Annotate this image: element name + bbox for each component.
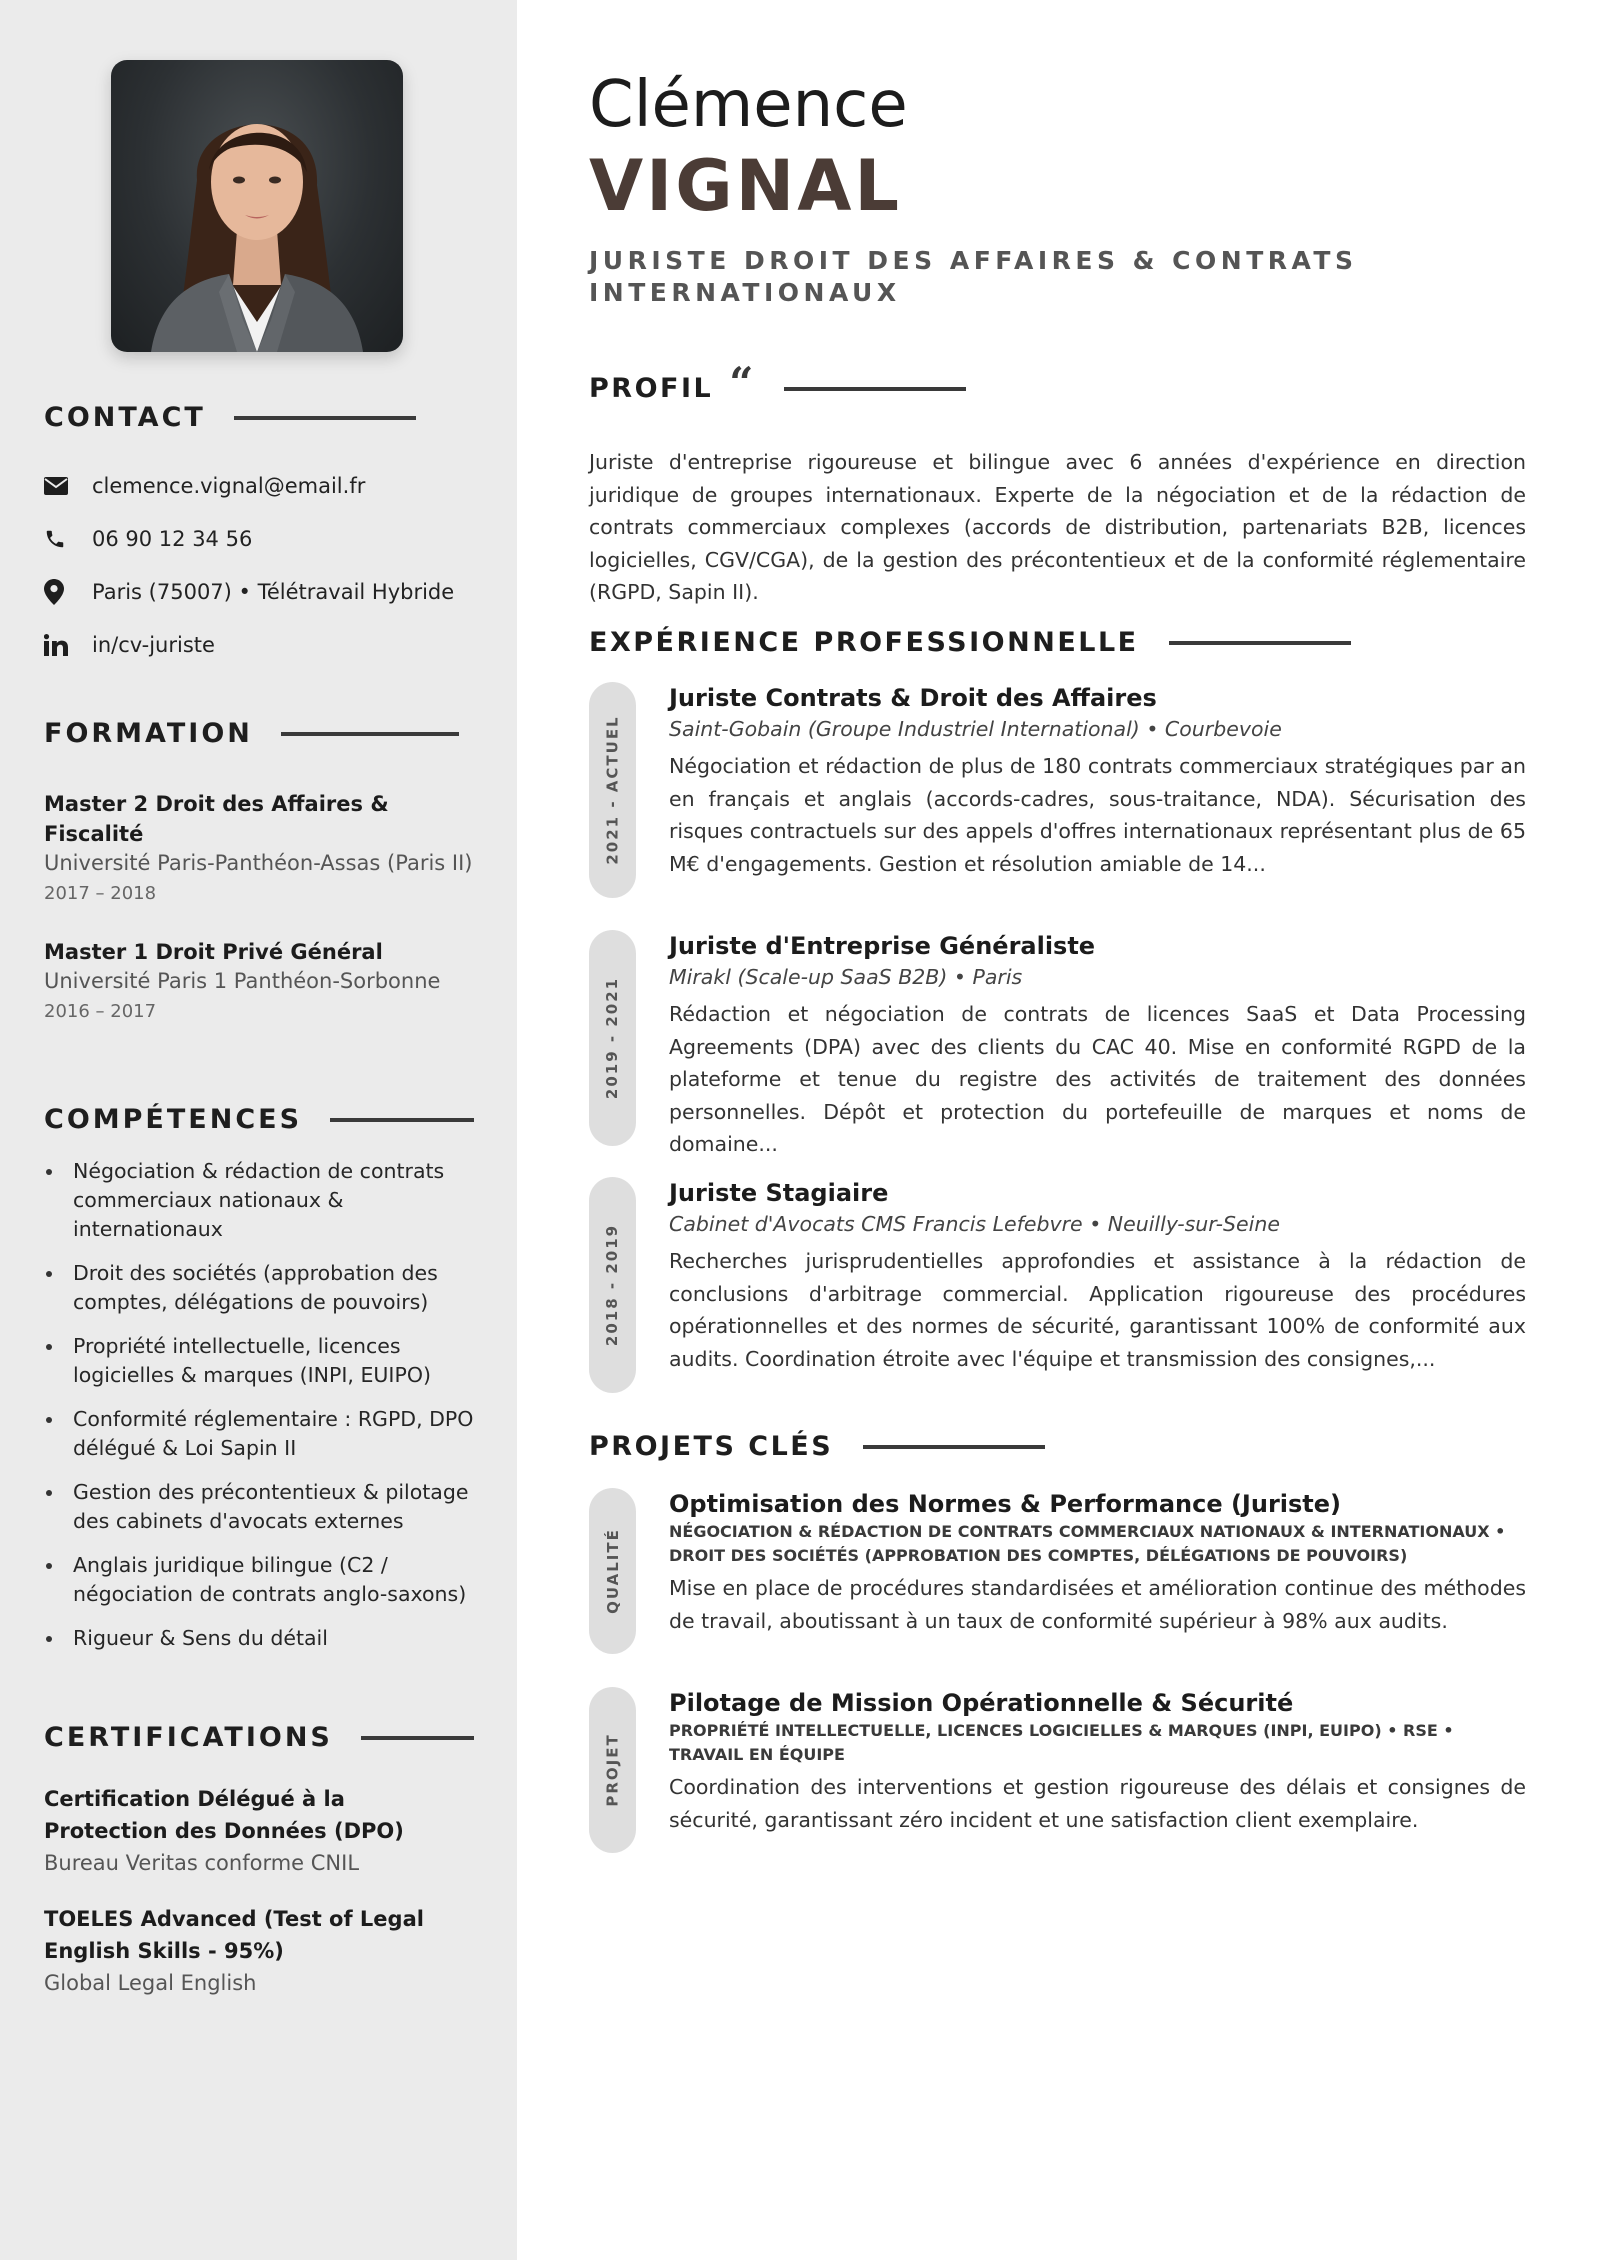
contact-email-text: clemence.vignal@email.fr bbox=[92, 473, 366, 498]
period-badge bbox=[589, 930, 636, 1146]
certification-item bbox=[44, 1903, 474, 1999]
skill-item: Droit des sociétés (approbation des comptes, délégations de pouvoirs) bbox=[44, 1259, 474, 1317]
formation-degree: Master 1 Droit Privé Général bbox=[44, 940, 383, 964]
portrait-illustration bbox=[111, 60, 403, 352]
experience-item bbox=[589, 682, 1526, 880]
project-body bbox=[669, 1687, 1526, 1836]
skill-item: Anglais juridique bilingue (C2 / négociation de contrats anglo-saxons) bbox=[44, 1551, 474, 1609]
projects-heading-label: PROJETS CLÉS bbox=[589, 1431, 834, 1462]
certification-name: TOELES Advanced (Test of Legal English Skills - 95%) bbox=[44, 1907, 424, 1963]
certification-org: Bureau Veritas conforme CNIL bbox=[44, 1851, 360, 1875]
profile-heading-rule bbox=[784, 387, 966, 391]
period-badge-label: 2021 - ACTUEL bbox=[603, 715, 622, 865]
first-name: Clémence bbox=[589, 68, 908, 142]
sidebar bbox=[0, 0, 517, 2260]
experience-company: Saint-Gobain (Groupe Industriel International) • Courbevoie bbox=[669, 717, 1282, 741]
experience-heading-label: EXPÉRIENCE PROFESSIONNELLE bbox=[589, 627, 1139, 658]
skill-item: Conformité réglementaire : RGPD, DPO délégué & Loi Sapin II bbox=[44, 1405, 474, 1463]
experience-body bbox=[669, 930, 1526, 1161]
project-badge bbox=[589, 1687, 636, 1853]
experience-item bbox=[589, 930, 1526, 1161]
experience-description: Rédaction et négociation de contrats de licences SaaS et Data Processing Agreements (DPA) avec des clients du CAC 40. Mise en conformité RGPD de la plateforme et tenue du registre des activités de traitement des données personnelles. Dépôt et protection du portefeuille de marques et noms de domaine... bbox=[669, 1002, 1526, 1156]
map-pin-icon bbox=[44, 579, 92, 605]
certifications-heading bbox=[44, 1722, 474, 1753]
experience-body bbox=[669, 1177, 1526, 1375]
skills-heading-label: COMPÉTENCES bbox=[44, 1104, 303, 1135]
project-item bbox=[589, 1488, 1526, 1637]
certification-item bbox=[44, 1783, 474, 1879]
projects-heading-rule bbox=[863, 1445, 1045, 1449]
certification-name: Certification Délégué à la Protection des Données (DPO) bbox=[44, 1787, 404, 1843]
contact-linkedin-text: in/cv-juriste bbox=[92, 632, 215, 657]
experience-heading-rule bbox=[1169, 641, 1351, 645]
formation-item bbox=[44, 789, 474, 909]
contact-list bbox=[44, 459, 474, 671]
contact-section bbox=[44, 402, 474, 671]
contact-location-text: Paris (75007) • Télétravail Hybride bbox=[92, 579, 455, 604]
contact-heading bbox=[44, 402, 474, 433]
project-body bbox=[669, 1488, 1526, 1637]
contact-phone[interactable] bbox=[44, 512, 474, 565]
skills-heading-rule bbox=[330, 1118, 474, 1122]
experience-description: Recherches jurisprudentielles approfondies et assistance à la rédaction de conclusions d'arbitrage commercial. Application rigoureuse des procédures opérationnelles et des normes de sécurité, garantissant 100% de conformité aux audits. Coordination étroite avec l'équipe et transmission des consignes,... bbox=[669, 1249, 1526, 1371]
formation-degree: Master 2 Droit des Affaires & Fiscalité bbox=[44, 792, 389, 846]
envelope-icon bbox=[44, 477, 92, 495]
experience-company: Cabinet d'Avocats CMS Francis Lefebvre • Neuilly-sur-Seine bbox=[669, 1212, 1280, 1236]
last-name: VIGNAL bbox=[589, 145, 903, 227]
skill-item: Gestion des précontentieux & pilotage des cabinets d'avocats externes bbox=[44, 1478, 474, 1536]
skill-item: Négociation & rédaction de contrats commerciaux nationaux & internationaux bbox=[44, 1157, 474, 1244]
project-name: Pilotage de Mission Opérationnelle & Sécurité bbox=[669, 1689, 1294, 1717]
project-skills: NÉGOCIATION & RÉDACTION DE CONTRATS COMMERCIAUX NATIONAUX & INTERNATIONAUX • DROIT DES SOCIÉTÉS (APPROBATION DES COMPTES, DÉLÉGATIONS DE POUVOIRS) bbox=[669, 1522, 1506, 1565]
project-badge-label: QUALITÉ bbox=[603, 1528, 622, 1614]
experience-item bbox=[589, 1177, 1526, 1375]
certifications-heading-label: CERTIFICATIONS bbox=[44, 1722, 333, 1753]
contact-heading-rule bbox=[234, 416, 416, 420]
formation-heading-label: FORMATION bbox=[44, 718, 253, 749]
formation-school: Université Paris 1 Panthéon-Sorbonne bbox=[44, 969, 441, 993]
formation-heading bbox=[44, 718, 474, 749]
skill-item: Propriété intellectuelle, licences logicielles & marques (INPI, EUIPO) bbox=[44, 1332, 474, 1390]
profile-heading-label: PROFIL bbox=[589, 373, 714, 404]
formation-section bbox=[44, 718, 474, 1027]
project-description: Mise en place de procédures standardisées et amélioration continue des méthodes de travail, aboutissant à un taux de conformité supérieur à 98% aux audits. bbox=[669, 1576, 1526, 1633]
experience-role: Juriste Contrats & Droit des Affaires bbox=[669, 684, 1157, 712]
linkedin-icon bbox=[44, 634, 92, 656]
experience-role: Juriste Stagiaire bbox=[669, 1179, 889, 1207]
experience-body bbox=[669, 682, 1526, 880]
project-description: Coordination des interventions et gestion rigoureuse des délais et consignes de sécurité, garantissant zéro incident et une satisfaction client exemplaire. bbox=[669, 1775, 1526, 1832]
experience-role: Juriste d'Entreprise Généraliste bbox=[669, 932, 1096, 960]
skills-list bbox=[44, 1157, 474, 1653]
profile-photo bbox=[111, 60, 403, 352]
contact-phone-text: 06 90 12 34 56 bbox=[92, 526, 253, 551]
projects-heading bbox=[589, 1431, 1045, 1462]
contact-heading-label: CONTACT bbox=[44, 402, 206, 433]
formation-years: 2017 – 2018 bbox=[44, 883, 157, 904]
profile-summary: Juriste d'entreprise rigoureuse et bilingue avec 6 années d'expérience en direction juridique de groupes internationaux. Experte de la négociation et de la rédaction de contrats commerciaux complexes (accords de distribution, partenariats B2B, licences logicielles, CGV/CGA), de la gestion des précontentieux et de la conformité réglementaire (RGPD, Sapin II). bbox=[589, 450, 1526, 604]
certifications-heading-rule bbox=[361, 1736, 474, 1740]
formation-item bbox=[44, 937, 474, 1027]
experience-heading bbox=[589, 627, 1351, 658]
job-title: JURISTE DROIT DES AFFAIRES & CONTRATS INTERNATIONAUX bbox=[589, 246, 1358, 307]
formation-school: Université Paris-Panthéon-Assas (Paris II) bbox=[44, 851, 473, 875]
experience-description: Négociation et rédaction de plus de 180 contrats commerciaux stratégiques par an en français et anglais (accords-cadres, sous-traitance, NDA). Sécurisation des risques contractuels sur des appels d'offres internationaux représentant plus de 65 M€ d'engagements. Gestion et résolution amiable de 14... bbox=[669, 754, 1526, 876]
period-badge bbox=[589, 682, 636, 898]
experience-company: Mirakl (Scale-up SaaS B2B) • Paris bbox=[669, 965, 1023, 989]
certification-org: Global Legal English bbox=[44, 1971, 257, 1995]
certifications-section bbox=[44, 1722, 474, 1999]
project-badge-label: PROJET bbox=[603, 1733, 622, 1807]
contact-email[interactable] bbox=[44, 459, 474, 512]
phone-icon bbox=[44, 528, 92, 550]
skill-item: Rigueur & Sens du détail bbox=[44, 1624, 474, 1653]
skills-heading bbox=[44, 1104, 474, 1135]
period-badge bbox=[589, 1177, 636, 1393]
project-name: Optimisation des Normes & Performance (Juriste) bbox=[669, 1490, 1342, 1518]
formation-years: 2016 – 2017 bbox=[44, 1001, 157, 1022]
project-item bbox=[589, 1687, 1526, 1836]
period-badge-label: 2019 - 2021 bbox=[603, 976, 622, 1100]
project-skills: PROPRIÉTÉ INTELLECTUELLE, LICENCES LOGICIELLES & MARQUES (INPI, EUIPO) • RSE • TRAVAIL EN ÉQUIPE bbox=[669, 1721, 1454, 1764]
skills-section bbox=[44, 1104, 474, 1668]
contact-location bbox=[44, 565, 474, 618]
project-badge bbox=[589, 1488, 636, 1654]
formation-heading-rule bbox=[281, 732, 459, 736]
quote-icon: “ bbox=[729, 358, 756, 407]
contact-linkedin[interactable] bbox=[44, 618, 474, 671]
profile-heading bbox=[589, 358, 966, 413]
period-badge-label: 2018 - 2019 bbox=[603, 1223, 622, 1347]
